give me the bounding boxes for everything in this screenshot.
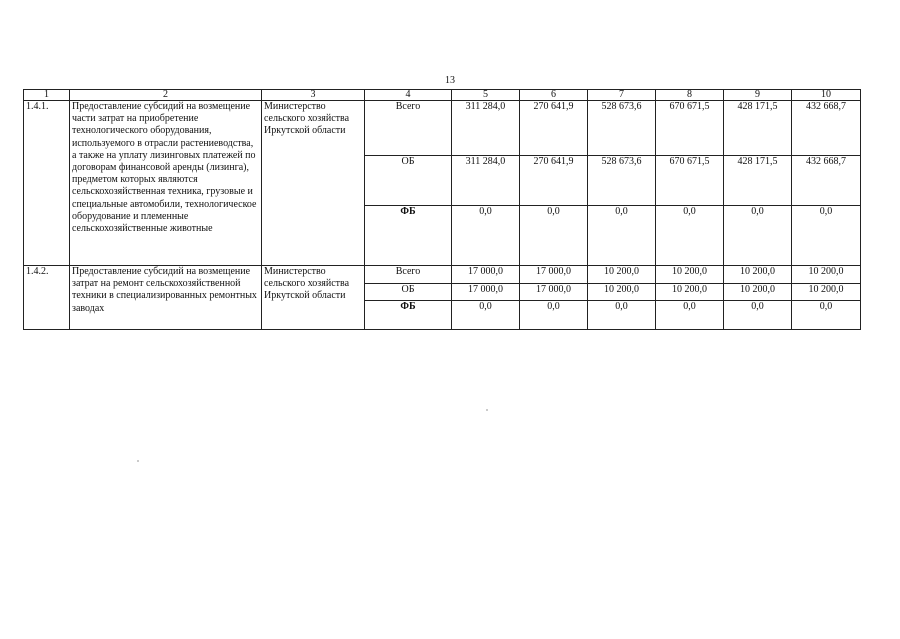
column-header: 3 <box>262 90 365 101</box>
amount-cell: 670 671,5 <box>656 101 724 156</box>
amount-cell: 0,0 <box>792 206 861 266</box>
item-description: Предоставление субсидий на возмещение части затрат на приобретение технологического оборудования, используемого в отрасли растениеводства, а также на уплату лизинговых платежей по договорам финансовой аренды (лизинга), предметом которых являются сельскохозяйственная техника, грузовые и специальные автомобили, технологическое оборудование и племенные сельскохозяйственные животные <box>70 101 262 266</box>
amount-cell: 17 000,0 <box>520 266 588 284</box>
amount-cell: 10 200,0 <box>656 266 724 284</box>
column-header: 7 <box>588 90 656 101</box>
amount-cell: 0,0 <box>792 301 861 330</box>
scan-speck <box>137 460 139 462</box>
amount-cell: 0,0 <box>656 301 724 330</box>
page-number: 13 <box>445 75 455 86</box>
table-row <box>24 266 861 284</box>
column-header: 8 <box>656 90 724 101</box>
item-number: 1.4.1. <box>24 101 70 266</box>
amount-cell: 17 000,0 <box>520 284 588 301</box>
amount-cell: 428 171,5 <box>724 101 792 156</box>
program-budget-table <box>23 89 861 330</box>
amount-cell: 0,0 <box>588 301 656 330</box>
column-header: 6 <box>520 90 588 101</box>
amount-cell: 311 284,0 <box>452 101 520 156</box>
item-executor: Министерство сельского хозяйства Иркутской области <box>262 101 365 266</box>
amount-cell: 10 200,0 <box>792 284 861 301</box>
column-header: 9 <box>724 90 792 101</box>
column-header: 2 <box>70 90 262 101</box>
amount-cell: 528 673,6 <box>588 101 656 156</box>
amount-cell: 0,0 <box>656 206 724 266</box>
column-header: 4 <box>365 90 452 101</box>
amount-cell: 17 000,0 <box>452 266 520 284</box>
funding-source: ФБ <box>365 206 452 266</box>
amount-cell: 311 284,0 <box>452 156 520 206</box>
funding-source: ОБ <box>365 284 452 301</box>
amount-cell: 0,0 <box>588 206 656 266</box>
amount-cell: 432 668,7 <box>792 101 861 156</box>
amount-cell: 528 673,6 <box>588 156 656 206</box>
amount-cell: 10 200,0 <box>588 266 656 284</box>
amount-cell: 10 200,0 <box>724 284 792 301</box>
column-header: 1 <box>24 90 70 101</box>
scan-speck <box>486 409 488 411</box>
amount-cell: 10 200,0 <box>792 266 861 284</box>
amount-cell: 17 000,0 <box>452 284 520 301</box>
amount-cell: 0,0 <box>452 206 520 266</box>
amount-cell: 0,0 <box>452 301 520 330</box>
amount-cell: 0,0 <box>520 206 588 266</box>
amount-cell: 0,0 <box>724 301 792 330</box>
amount-cell: 432 668,7 <box>792 156 861 206</box>
item-description: Предоставление субсидий на возмещение затрат на ремонт сельскохозяйственной техники в специализированных ремонтных заводах <box>70 266 262 330</box>
column-number-row <box>24 90 861 101</box>
amount-cell: 10 200,0 <box>724 266 792 284</box>
amount-cell: 10 200,0 <box>588 284 656 301</box>
table-row <box>24 101 861 156</box>
amount-cell: 670 671,5 <box>656 156 724 206</box>
amount-cell: 0,0 <box>520 301 588 330</box>
item-number: 1.4.2. <box>24 266 70 330</box>
funding-source: Всего <box>365 266 452 284</box>
amount-cell: 270 641,9 <box>520 101 588 156</box>
amount-cell: 10 200,0 <box>656 284 724 301</box>
column-header: 5 <box>452 90 520 101</box>
funding-source: Всего <box>365 101 452 156</box>
column-header: 10 <box>792 90 861 101</box>
funding-source: ФБ <box>365 301 452 330</box>
item-executor: Министерство сельского хозяйства Иркутской области <box>262 266 365 330</box>
amount-cell: 428 171,5 <box>724 156 792 206</box>
amount-cell: 270 641,9 <box>520 156 588 206</box>
funding-source: ОБ <box>365 156 452 206</box>
amount-cell: 0,0 <box>724 206 792 266</box>
